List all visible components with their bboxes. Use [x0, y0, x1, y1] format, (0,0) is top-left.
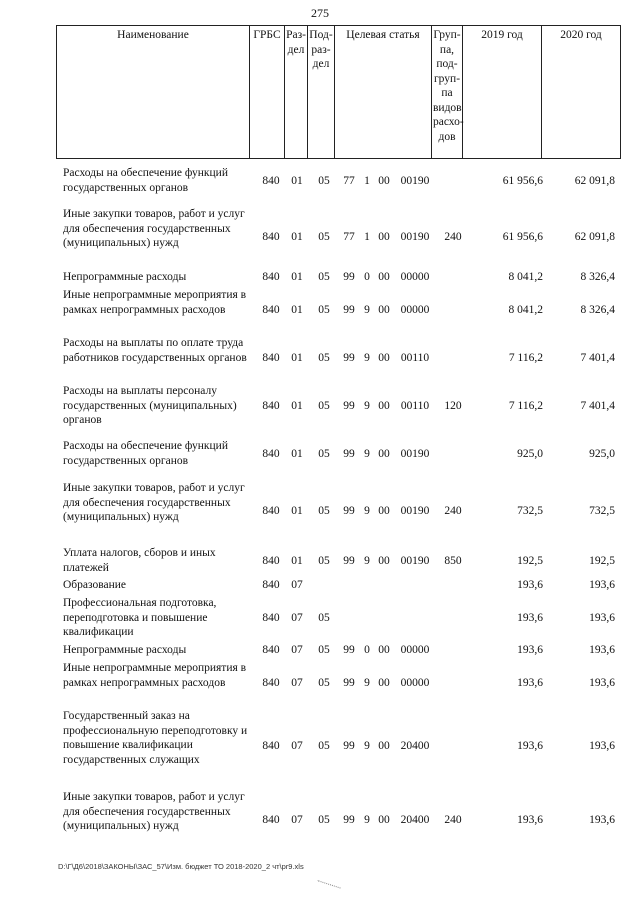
cell-pr: 05	[318, 740, 330, 752]
cell-v2019: 925,0	[517, 447, 543, 460]
cell-v2019: 193,6	[517, 612, 543, 624]
cell-cs1: 9	[364, 554, 370, 567]
header-target: Целевая статья	[335, 26, 432, 159]
row-name: Образование	[63, 579, 127, 591]
cell-cs2: 00	[378, 230, 390, 243]
cell-pr: 05	[318, 447, 330, 460]
cell-v2019: 193,6	[517, 644, 543, 656]
cell-rz: 01	[291, 174, 303, 187]
cell-v2019: 61 956,6	[502, 230, 543, 243]
cell-pr: 05	[318, 400, 330, 412]
cell-vr: 120	[444, 400, 462, 412]
cell-v2019: 193,6	[517, 677, 543, 689]
cell-cs3: 00190	[400, 554, 430, 567]
header-razdel: Раз-дел	[285, 26, 308, 159]
cell-v2019: 8 041,2	[508, 304, 543, 316]
cell-v2020: 925,0	[589, 447, 615, 460]
cell-v2020: 62 091,8	[574, 174, 615, 187]
cell-grbs: 840	[262, 304, 280, 316]
row-name: Уплата налогов, сборов и иных платежей	[63, 547, 216, 574]
cell-grbs: 840	[262, 554, 280, 567]
cell-cs2: 00	[378, 644, 390, 656]
cell-cs3: 00000	[400, 677, 430, 689]
cell-pr: 05	[318, 304, 330, 316]
row-name: Расходы на выплаты персоналу государственных (муниципальных) органов	[63, 385, 237, 427]
cell-cs0: 77	[343, 174, 355, 187]
cell-rz: 07	[291, 740, 303, 752]
file-path-footer: D:\Г\Д6\2018\ЗАКОНЫ\ЗАС_57\Изм. бюджет ТО 2018-2020_2 чт\pr9.xls	[58, 862, 304, 871]
cell-grbs: 840	[262, 677, 280, 689]
row-name: Государственный заказ на профессиональную переподготовку и повышение квалификации государственных служащих	[63, 710, 248, 766]
cell-cs1: 9	[364, 677, 370, 689]
cell-cs3: 00110	[400, 400, 430, 412]
cell-v2020: 62 091,8	[574, 230, 615, 243]
header-2019: 2019 год	[463, 26, 542, 159]
cell-grbs: 840	[262, 271, 280, 283]
cell-v2019: 193,6	[517, 813, 543, 826]
cell-cs3: 00000	[400, 644, 430, 656]
cell-v2020: 7 401,4	[580, 352, 615, 364]
cell-v2020: 8 326,4	[580, 271, 615, 283]
header-group: Груп-па, под-груп-па видов расхо-дов	[432, 26, 463, 159]
cell-vr: 240	[444, 504, 462, 517]
cell-cs2: 00	[378, 174, 390, 187]
cell-grbs: 840	[262, 579, 280, 591]
cell-cs3: 00000	[400, 304, 430, 316]
cell-cs0: 99	[343, 813, 355, 826]
cell-cs0: 99	[343, 644, 355, 656]
cell-cs0: 99	[343, 447, 355, 460]
cell-cs1: 9	[364, 352, 370, 364]
cell-v2020: 193,6	[589, 612, 615, 624]
row-name: Иные непрограммные мероприятия в рамках непрограммных расходов	[63, 662, 247, 689]
cell-grbs: 840	[262, 644, 280, 656]
cell-rz: 01	[291, 554, 303, 567]
cell-cs3: 20400	[400, 740, 430, 752]
cell-cs1: 1	[364, 174, 370, 187]
cell-grbs: 840	[262, 174, 280, 187]
cell-cs2: 00	[378, 740, 390, 752]
cell-v2019: 192,5	[517, 554, 543, 567]
cell-v2019: 193,6	[517, 579, 543, 591]
cell-cs1: 9	[364, 813, 370, 826]
cell-v2019: 8 041,2	[508, 271, 543, 283]
cell-v2020: 193,6	[589, 644, 615, 656]
header-grbs: ГРБС	[250, 26, 285, 159]
cell-v2020: 193,6	[589, 813, 615, 826]
page-number: 275	[311, 6, 329, 20]
cell-cs3: 00190	[400, 504, 430, 517]
cell-rz: 07	[291, 612, 303, 624]
cell-v2019: 732,5	[517, 504, 543, 517]
cell-grbs: 840	[262, 230, 280, 243]
cell-v2019: 7 116,2	[508, 400, 543, 412]
row-name: Иные непрограммные мероприятия в рамках непрограммных расходов	[63, 289, 247, 316]
cell-cs2: 00	[378, 352, 390, 364]
row-name: Расходы на выплаты по оплате труда работников государственных органов	[63, 337, 247, 364]
row-name: Иные закупки товаров, работ и услуг для обеспечения государственных (муниципальных) нужд	[63, 791, 245, 833]
cell-cs3: 00190	[400, 174, 430, 187]
header-name: Наименование	[57, 26, 250, 159]
row-name: Иные закупки товаров, работ и услуг для обеспечения государственных (муниципальных) нужд	[63, 482, 245, 524]
cell-cs0: 99	[343, 400, 355, 412]
cell-cs1: 9	[364, 504, 370, 517]
cell-grbs: 840	[262, 813, 280, 826]
cell-vr: 240	[444, 230, 462, 243]
cell-v2020: 732,5	[589, 504, 615, 517]
cell-cs0: 99	[343, 504, 355, 517]
cell-vr: 850	[444, 554, 462, 567]
table-header	[56, 25, 621, 159]
cell-cs0: 99	[343, 304, 355, 316]
cell-v2020: 8 326,4	[580, 304, 615, 316]
cell-cs1: 9	[364, 400, 370, 412]
cell-v2020: 193,6	[589, 677, 615, 689]
cell-rz: 07	[291, 813, 303, 826]
cell-cs1: 0	[364, 271, 370, 283]
row-name: Профессиональная подготовка, переподготовка и повышение квалификации	[63, 597, 217, 639]
cell-cs3: 00190	[400, 230, 430, 243]
row-name: Расходы на обеспечение функций государственных органов	[63, 440, 228, 467]
cell-cs1: 1	[364, 230, 370, 243]
cell-cs1: 0	[364, 644, 370, 656]
cell-rz: 01	[291, 230, 303, 243]
row-name: Расходы на обеспечение функций государственных органов	[63, 167, 228, 194]
cell-cs0: 77	[343, 230, 355, 243]
header-podrazdel: Под-раз-дел	[308, 26, 335, 159]
cell-cs0: 99	[343, 554, 355, 567]
cell-v2020: 192,5	[589, 554, 615, 567]
cell-grbs: 840	[262, 612, 280, 624]
cell-rz: 01	[291, 400, 303, 412]
cell-cs3: 00110	[400, 352, 430, 364]
cell-cs3: 00000	[400, 271, 430, 283]
cell-cs2: 00	[378, 677, 390, 689]
cell-rz: 01	[291, 504, 303, 517]
cell-cs0: 99	[343, 271, 355, 283]
cell-vr: 240	[444, 813, 462, 826]
cell-pr: 05	[318, 612, 330, 624]
cell-pr: 05	[318, 174, 330, 187]
cell-cs1: 9	[364, 304, 370, 316]
cell-pr: 05	[318, 554, 330, 567]
cell-pr: 05	[318, 352, 330, 364]
cell-v2020: 7 401,4	[580, 400, 615, 412]
cell-cs2: 00	[378, 504, 390, 517]
cell-v2019: 7 116,2	[508, 352, 543, 364]
cell-v2019: 61 956,6	[502, 174, 543, 187]
cell-cs0: 99	[343, 740, 355, 752]
cell-rz: 07	[291, 677, 303, 689]
cell-cs1: 9	[364, 740, 370, 752]
cell-pr: 05	[318, 813, 330, 826]
cell-cs2: 00	[378, 447, 390, 460]
cell-v2020: 193,6	[589, 740, 615, 752]
cell-cs3: 20400	[400, 813, 430, 826]
cell-pr: 05	[318, 230, 330, 243]
scan-mark	[318, 874, 343, 888]
cell-cs2: 00	[378, 271, 390, 283]
cell-cs3: 00190	[400, 447, 430, 460]
cell-grbs: 840	[262, 352, 280, 364]
cell-cs1: 9	[364, 447, 370, 460]
cell-v2019: 193,6	[517, 740, 543, 752]
cell-cs2: 00	[378, 304, 390, 316]
cell-cs0: 99	[343, 352, 355, 364]
cell-rz: 01	[291, 271, 303, 283]
cell-grbs: 840	[262, 740, 280, 752]
cell-pr: 05	[318, 271, 330, 283]
header-2020: 2020 год	[542, 26, 621, 159]
cell-grbs: 840	[262, 447, 280, 460]
cell-v2020: 193,6	[589, 579, 615, 591]
cell-pr: 05	[318, 504, 330, 517]
cell-rz: 07	[291, 579, 303, 591]
cell-rz: 01	[291, 352, 303, 364]
cell-cs0: 99	[343, 677, 355, 689]
cell-rz: 07	[291, 644, 303, 656]
cell-rz: 01	[291, 304, 303, 316]
row-name: Иные закупки товаров, работ и услуг для обеспечения государственных (муниципальных) нужд	[63, 208, 245, 250]
cell-rz: 01	[291, 447, 303, 460]
row-name: Непрограммные расходы	[63, 271, 187, 283]
row-name: Непрограммные расходы	[63, 644, 187, 656]
cell-cs2: 00	[378, 813, 390, 826]
cell-grbs: 840	[262, 400, 280, 412]
cell-cs2: 00	[378, 554, 390, 567]
cell-cs2: 00	[378, 400, 390, 412]
cell-pr: 05	[318, 677, 330, 689]
cell-pr: 05	[318, 644, 330, 656]
cell-grbs: 840	[262, 504, 280, 517]
